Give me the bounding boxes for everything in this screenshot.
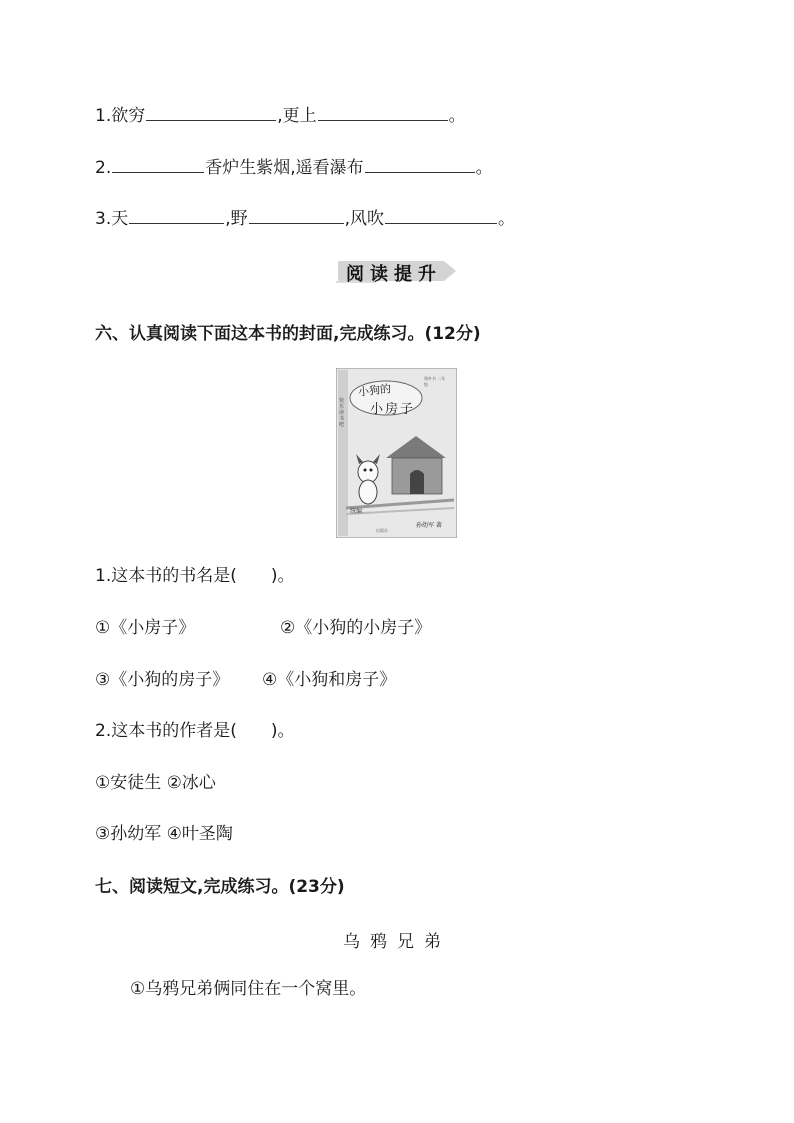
fill-in-line-2	[95, 156, 493, 179]
text: 欲穷	[111, 106, 146, 126]
option-3[interactable]: ③《小狗的房子》	[95, 670, 230, 690]
line-number: 2.	[95, 158, 112, 178]
cover-spine-text: 快乐读书吧	[339, 398, 345, 428]
sub-question-1: 1.这本书的书名是( )。	[95, 566, 295, 586]
text: 天	[111, 209, 129, 229]
cover-title-line1: 小狗的	[357, 382, 392, 399]
cover-author: 孙幼军 著	[416, 522, 442, 529]
story-paragraph-1: ①乌鸦兄弟俩同住在一个窝里。	[130, 979, 367, 999]
blank[interactable]	[365, 156, 475, 173]
text: ,更上	[277, 106, 317, 126]
book-cover-image	[336, 368, 457, 538]
line-number: 3.	[95, 209, 112, 229]
question-7-heading: 七、阅读短文,完成练习。(23分)	[95, 877, 345, 897]
story-title: 乌鸦兄弟	[343, 932, 451, 952]
text: 。	[498, 209, 516, 229]
question-6-heading: 六、认真阅读下面这本书的封面,完成练习。(12分)	[95, 324, 481, 344]
blank[interactable]	[318, 104, 448, 121]
blank[interactable]	[385, 207, 497, 224]
text: 。	[475, 158, 493, 178]
blank[interactable]	[129, 207, 224, 224]
sub-question-2: 2.这本书的作者是( )。	[95, 721, 295, 741]
section-banner	[336, 258, 458, 284]
cover-publisher: 出版社	[376, 528, 388, 533]
blank[interactable]	[146, 104, 276, 121]
blank[interactable]	[249, 207, 344, 224]
options-line-1[interactable]: ①安徒生 ②冰心	[95, 773, 216, 793]
fill-in-line-3	[95, 207, 515, 230]
cover-bottom-left: 统编	[350, 508, 363, 515]
text: ,野	[225, 209, 248, 229]
option-2[interactable]: ②《小狗的小房子》	[280, 618, 432, 638]
option-1[interactable]: ①《小房子》	[95, 618, 196, 638]
cover-top-right: 课外书 二年级	[424, 376, 446, 387]
line-number: 1.	[95, 106, 112, 126]
option-4[interactable]: ④《小狗和房子》	[262, 670, 397, 690]
text: 香炉生紫烟,遥看瀑布	[205, 158, 364, 178]
fill-in-line-1	[95, 104, 466, 127]
options-line-2[interactable]: ③孙幼军 ④叶圣陶	[95, 824, 233, 844]
cover-title-line2: 小房子	[370, 402, 416, 417]
text: ,风吹	[344, 209, 385, 229]
text: 。	[448, 106, 466, 126]
blank[interactable]	[112, 156, 204, 173]
section-title: 阅读提升	[346, 264, 442, 285]
